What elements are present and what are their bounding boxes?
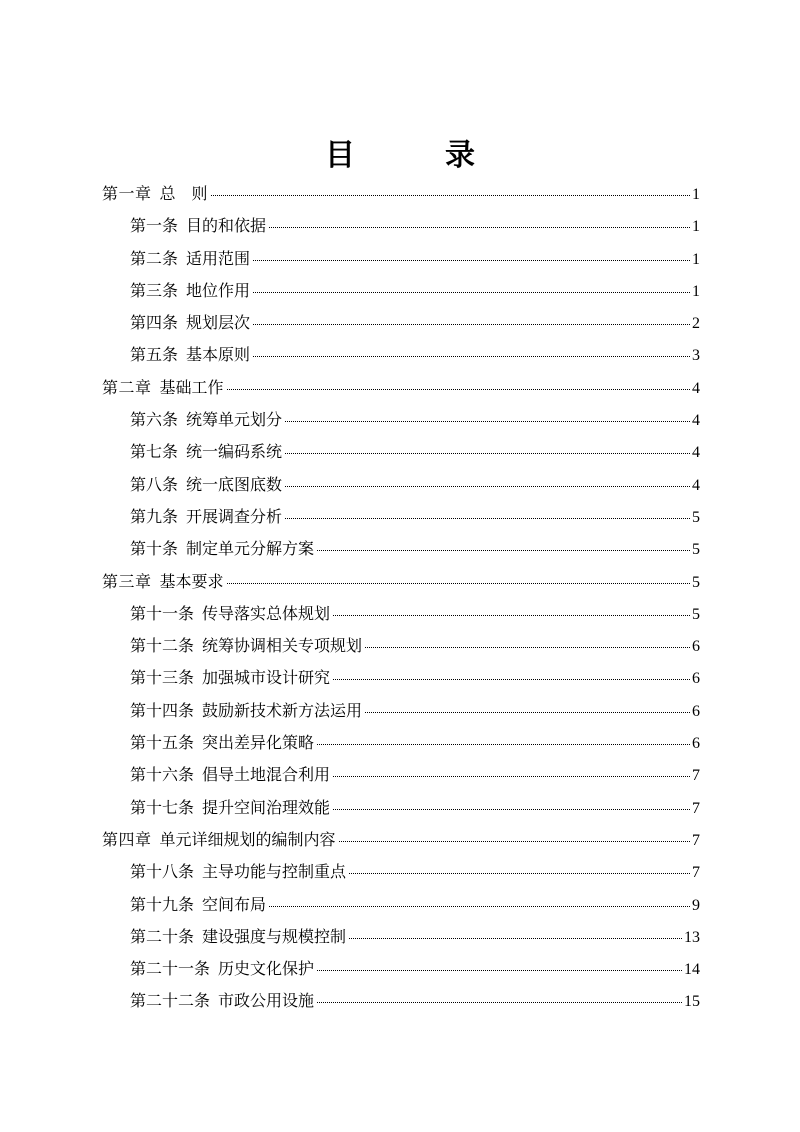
toc-entry-title: 加强城市设计研究 xyxy=(202,668,331,688)
toc-entry-number: 第九条 xyxy=(130,506,179,526)
toc-entry-title: 基本原则 xyxy=(186,345,251,365)
toc-page-number: 1 xyxy=(692,282,700,300)
toc-page-number: 5 xyxy=(692,508,700,526)
toc-entry-title: 主导功能与控制重点 xyxy=(202,862,347,882)
toc-entry-title: 统筹单元划分 xyxy=(186,410,283,430)
dot-leader xyxy=(285,518,690,519)
toc-page-number: 14 xyxy=(684,961,700,979)
toc-page-number: 1 xyxy=(692,186,700,203)
toc-page-number: 15 xyxy=(684,993,700,1011)
toc-page-number: 7 xyxy=(692,767,700,785)
toc-article-entry[interactable] xyxy=(102,889,700,921)
dot-leader xyxy=(365,647,690,648)
toc-article-entry[interactable] xyxy=(102,404,700,436)
toc-article-entry[interactable] xyxy=(102,598,700,630)
dot-leader xyxy=(253,324,690,325)
toc-page-number: 7 xyxy=(692,799,700,817)
toc-article-entry[interactable] xyxy=(102,921,700,953)
toc-entry-number: 第三条 xyxy=(130,280,179,300)
toc-page-number: 6 xyxy=(692,670,700,688)
toc-page-number: 4 xyxy=(692,412,700,430)
toc-page-number: 4 xyxy=(692,379,700,397)
toc-article-entry[interactable] xyxy=(102,630,700,662)
toc-entry-title: 鼓励新技术新方法运用 xyxy=(202,700,363,720)
toc-article-entry[interactable] xyxy=(102,469,700,501)
toc-entry-number: 第六条 xyxy=(130,410,179,430)
toc-article-entry[interactable] xyxy=(102,953,700,985)
toc-entry-title: 目的和依据 xyxy=(186,216,267,236)
toc-entry-title: 统一底图底数 xyxy=(186,474,283,494)
dot-leader xyxy=(227,583,690,584)
dot-leader xyxy=(333,809,690,810)
toc-page-number: 7 xyxy=(692,831,700,849)
toc-entry-title: 制定单元分解方案 xyxy=(186,539,315,559)
toc-page-number: 6 xyxy=(692,638,700,656)
toc-entry-number: 第二条 xyxy=(130,248,179,268)
toc-entry-title: 倡导土地混合利用 xyxy=(202,765,331,785)
dot-leader xyxy=(211,195,690,196)
toc-entry-title: 突出差异化策略 xyxy=(202,733,315,753)
toc-entry-number: 第十九条 xyxy=(130,894,195,914)
toc-article-entry[interactable] xyxy=(102,727,700,759)
toc-entry-number: 第十六条 xyxy=(130,765,195,785)
toc-page-number: 6 xyxy=(692,735,700,753)
toc-page-number: 6 xyxy=(692,702,700,720)
toc-entry-title: 提升空间治理效能 xyxy=(202,797,331,817)
toc-entry-number: 第二十二条 xyxy=(130,991,211,1011)
dot-leader xyxy=(333,776,690,777)
toc-chapter-entry[interactable] xyxy=(102,178,700,210)
table-of-contents xyxy=(102,178,700,1018)
toc-entry-title: 建设强度与规模控制 xyxy=(202,926,347,946)
toc-article-entry[interactable] xyxy=(102,856,700,888)
toc-entry-title: 单元详细规划的编制内容 xyxy=(159,829,336,849)
toc-page-number: 9 xyxy=(692,896,700,914)
toc-article-entry[interactable] xyxy=(102,436,700,468)
toc-entry-title: 历史文化保护 xyxy=(218,959,315,979)
dot-leader xyxy=(253,260,690,261)
toc-entry-title: 开展调查分析 xyxy=(186,506,283,526)
toc-entry-number: 第十四条 xyxy=(130,700,195,720)
toc-entry-number: 第十一条 xyxy=(130,603,195,623)
toc-entry-number: 第四条 xyxy=(130,313,179,333)
toc-entry-title: 市政公用设施 xyxy=(218,991,315,1011)
toc-page-number: 1 xyxy=(692,218,700,236)
dot-leader xyxy=(285,421,690,422)
dot-leader xyxy=(317,550,690,551)
toc-entry-number: 第十八条 xyxy=(130,862,195,882)
toc-entry-title: 适用范围 xyxy=(186,248,251,268)
toc-entry-title: 规划层次 xyxy=(186,313,251,333)
toc-article-entry[interactable] xyxy=(102,533,700,565)
dot-leader xyxy=(349,873,690,874)
toc-page-number: 5 xyxy=(692,605,700,623)
dot-leader xyxy=(269,906,690,907)
dot-leader xyxy=(365,712,690,713)
dot-leader xyxy=(269,227,690,228)
toc-entry-number: 第七条 xyxy=(130,442,179,462)
toc-entry-number: 第一条 xyxy=(130,216,179,236)
dot-leader xyxy=(253,292,690,293)
toc-article-entry[interactable] xyxy=(102,243,700,275)
dot-leader xyxy=(285,453,690,454)
toc-entry-number: 第二章 xyxy=(102,377,152,397)
dot-leader xyxy=(317,1002,682,1003)
toc-page-number: 4 xyxy=(692,444,700,462)
toc-entry-title: 空间布局 xyxy=(202,894,267,914)
dot-leader xyxy=(333,679,690,680)
toc-entry-number: 第八条 xyxy=(130,474,179,494)
toc-entry-title: 统筹协调相关专项规划 xyxy=(202,636,363,656)
toc-article-entry[interactable] xyxy=(102,339,700,371)
page-title: 目 录 xyxy=(325,138,505,173)
toc-page-number: 1 xyxy=(692,250,700,268)
toc-entry-title: 基本要求 xyxy=(159,571,224,591)
toc-article-entry[interactable] xyxy=(102,759,700,791)
toc-article-entry[interactable] xyxy=(102,985,700,1017)
toc-entry-title: 总 则 xyxy=(159,184,208,203)
toc-chapter-entry[interactable] xyxy=(102,566,700,598)
toc-entry-number: 第二十一条 xyxy=(130,959,211,979)
toc-article-entry[interactable] xyxy=(102,792,700,824)
dot-leader xyxy=(253,356,690,357)
toc-entry-number: 第一章 xyxy=(102,184,152,203)
toc-chapter-entry[interactable] xyxy=(102,824,700,856)
toc-chapter-entry[interactable] xyxy=(102,372,700,404)
toc-entry-number: 第十七条 xyxy=(130,797,195,817)
toc-page-number: 13 xyxy=(684,928,700,946)
dot-leader xyxy=(317,970,682,971)
dot-leader xyxy=(317,744,690,745)
toc-entry-number: 第五条 xyxy=(130,345,179,365)
toc-article-entry[interactable] xyxy=(102,695,700,727)
dot-leader xyxy=(349,938,682,939)
toc-page-number: 5 xyxy=(692,573,700,591)
dot-leader xyxy=(333,615,690,616)
toc-article-entry[interactable] xyxy=(102,307,700,339)
dot-leader xyxy=(339,841,690,842)
dot-leader xyxy=(227,389,690,390)
toc-entry-number: 第二十条 xyxy=(130,926,195,946)
toc-article-entry[interactable] xyxy=(102,210,700,242)
toc-entry-number: 第十二条 xyxy=(130,636,195,656)
toc-entry-title: 地位作用 xyxy=(186,280,251,300)
toc-entry-number: 第十三条 xyxy=(130,668,195,688)
toc-page-number: 3 xyxy=(692,347,700,365)
toc-entry-title: 统一编码系统 xyxy=(186,442,283,462)
toc-article-entry[interactable] xyxy=(102,662,700,694)
toc-page-number: 7 xyxy=(692,864,700,882)
dot-leader xyxy=(285,486,690,487)
toc-entry-number: 第十五条 xyxy=(130,733,195,753)
toc-entry-title: 基础工作 xyxy=(159,377,224,397)
toc-entry-number: 第三章 xyxy=(102,571,152,591)
toc-entry-number: 第四章 xyxy=(102,829,152,849)
toc-page-number: 5 xyxy=(692,541,700,559)
toc-entry-title: 传导落实总体规划 xyxy=(202,603,331,623)
toc-entry-number: 第十条 xyxy=(130,539,179,559)
toc-page-number: 4 xyxy=(692,476,700,494)
toc-article-entry[interactable] xyxy=(102,501,700,533)
toc-page-number: 2 xyxy=(692,315,700,333)
toc-article-entry[interactable] xyxy=(102,275,700,307)
